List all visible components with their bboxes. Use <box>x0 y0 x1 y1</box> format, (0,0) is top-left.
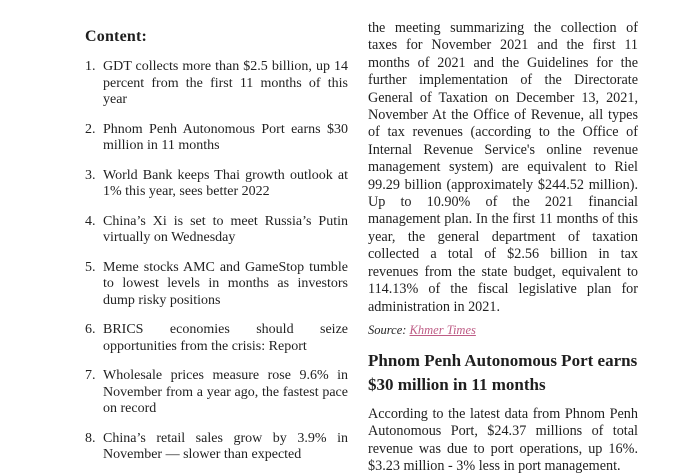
article-column <box>368 20 638 476</box>
toc-item-text: Phnom Penh Autonomous Port earns $30 million in 11 months <box>103 121 348 153</box>
port-article-body: According to the latest data from Phnom Penh Autonomous Port, $24.37 millions of total revenue was due to port operations, up 16%. $3.23 million - 3% less in port management. <box>368 405 638 475</box>
toc-item-number: 6. <box>85 322 96 337</box>
toc-item-number: 3. <box>85 167 96 183</box>
toc-item-number: 8. <box>85 430 96 446</box>
toc-item-4 <box>85 214 348 247</box>
toc-item-text: World Bank keeps Thai growth outlook at 1% this year, sees better 2022 <box>103 167 348 199</box>
toc-item-text: Wholesale prices measure rose 9.6% in November from a year ago, the fastest pace on record <box>103 368 348 416</box>
source-link-khmer-times[interactable]: Khmer Times <box>409 322 476 337</box>
toc-list <box>85 59 348 464</box>
toc-item-2 <box>85 122 348 155</box>
port-article-heading: Phnom Penh Autonomous Port earns $30 million in 11 months <box>368 350 638 394</box>
toc-item-number: 2. <box>85 121 96 137</box>
toc-item-number: 5. <box>85 259 96 275</box>
toc-item-text: Meme stocks AMC and GameStop tumble to lowest levels in months as investors dump risky positions <box>103 259 348 308</box>
toc-item-number: 4. <box>85 213 96 229</box>
toc-item-number: 1. <box>85 59 96 74</box>
toc-item-1 <box>85 59 348 109</box>
tax-article-body: the meeting summarizing the collection of taxes for November 2021 and the first 11 months of 2021 and the Guidelines for the further implementation of the Directorate General of Taxation on December 13, 2021, November At the Office of Revenue, all types of tax revenues (according to the Office of Internal Revenue Service's online revenue management system) are equivalent to Riel 99.29 billion (approximately $244.52 million). Up to 10.90% of the 2021 financial management plan. In the first 11 months of this year, the general department of taxation collected a total of $2.56 billion in tax revenues from the state budget, equivalent to 114.13% of the fiscal legislative plan for administration in 2021. <box>368 20 638 315</box>
toc-item-5 <box>85 260 348 310</box>
toc-item-8 <box>85 431 348 464</box>
toc-item-text: China’s Xi is set to meet Russia’s Putin virtually on Wednesday <box>103 213 348 245</box>
toc-item-3 <box>85 168 348 201</box>
toc-item-number: 7. <box>85 368 96 383</box>
toc-heading: Content: <box>85 28 148 45</box>
toc-item-6 <box>85 322 348 355</box>
toc-column <box>85 27 348 464</box>
toc-item-text: BRICS economies should seize opportunities from the crisis: Report <box>103 322 348 354</box>
source-label: Source: <box>368 322 407 337</box>
source-line <box>368 323 638 338</box>
toc-item-7 <box>85 368 348 418</box>
toc-item-text: China’s retail sales grow by 3.9% in November — slower than expected <box>103 430 348 462</box>
toc-item-text: GDT collects more than $2.5 billion, up 14 percent from the first 11 months of this year <box>103 59 348 107</box>
